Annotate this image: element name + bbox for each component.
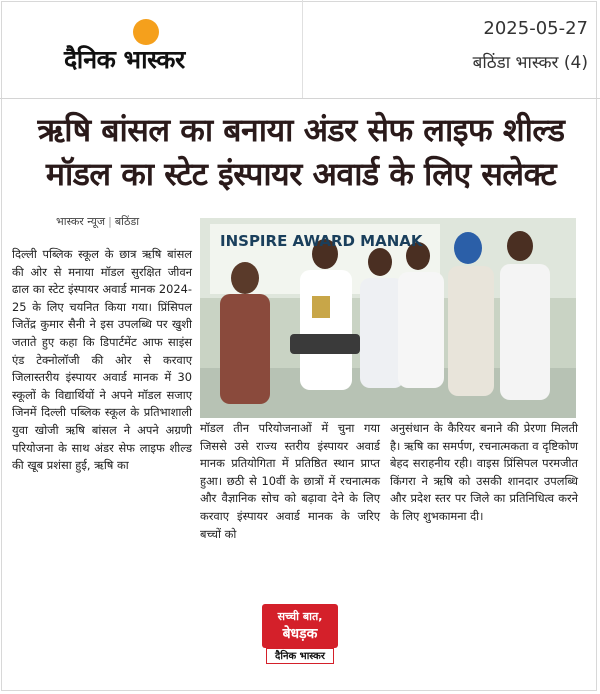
article-photo: [200, 218, 576, 418]
article-column-1: दिल्ली पब्लिक स्कूल के छात्र ऋषि बांसल की ओर से मनाया मॉडल सुरक्षित जीवन ढाल का स्टेट इंस्पायर अवार्ड मानक 2024-25 के लिए चयनित किया गया। प्रिंसिपल जितेंद्र कुमार सैनी ने इस उपलब्धि पर खुशी जताते हुए कहा कि डिपार्टमेंट आफ साइंस एंड टेक्नोलॉजी की ओर से करवाए जिलास्तरीय इंस्पायर अवार्ड मानक में 30 स्कूलों के विद्यार्थियों ने अपने मॉडल सजाए जिनमें दिल्ली पब्लिक स्कूल के प्रतिभाशाली युवा खोजी ऋषि बांसल ने अपने अग्रणी परियोजना के साथ अंडर सेफ लाइफ शील्ड की खूब प्रशंसा हुई, ऋषि का: [12, 247, 192, 473]
byline-place: बठिंडा: [114, 215, 140, 228]
article-column-3: अनुसंधान के कैरियर बनाने की प्रेरणा मिलती है। ऋषि का समर्पण, रचनात्मकता व दृष्टिकोण बेहद सराहनीय रही। वाइस प्रिंसिपल परमजीत किंगरा ने ऋषि को उसकी शानदार उपलब्धि और प्रदेश स्तर पर जिले का प्रतिनिधित्व करने के लिए शुभकामना दी।: [390, 421, 578, 523]
brand-name: दैनिक भास्कर: [64, 45, 185, 74]
byline: भास्कर न्यूज | बठिंडा: [56, 215, 140, 228]
byline-source: भास्कर न्यूज: [56, 215, 106, 228]
slogan-brand: दैनिक भास्कर: [266, 648, 334, 664]
article-column-2: मॉडल तीन परियोजनाओं में चुना गया जिससे उसे राज्य स्तरीय इंस्पायर अवार्ड मानक प्रतियोगिता में प्रतिष्ठित स्थान प्राप्त हुआ। छठी से 10वीं के छात्रों में रचनात्मक और वैज्ञानिक सोच को बढ़ावा देने के लिए करवाए इंस्पायर अवार्ड मानक के जरिए बच्चों को: [200, 421, 380, 541]
photo-banner-text: INSPIRE AWARD MANAK: [220, 232, 423, 250]
headline-line-2: मॉडल का स्टेट इंस्पायर अवार्ड के लिए सलेक्ट: [45, 155, 557, 193]
slogan-line-1: सच्ची बात,: [277, 610, 323, 623]
publication-date: 2025-05-27: [483, 18, 588, 39]
footer-slogan-logo: [262, 604, 338, 664]
headline-line-1: ऋषि बांसल का बनाया अंडर सेफ लाइफ शील्ड: [37, 111, 565, 149]
edition-label: बठिंडा भास्कर (4): [472, 53, 588, 73]
newspaper-header: [0, 0, 600, 99]
slogan-line-2: बेधड़क: [282, 626, 318, 642]
article-headline: [14, 108, 588, 196]
header-divider: [302, 0, 303, 98]
